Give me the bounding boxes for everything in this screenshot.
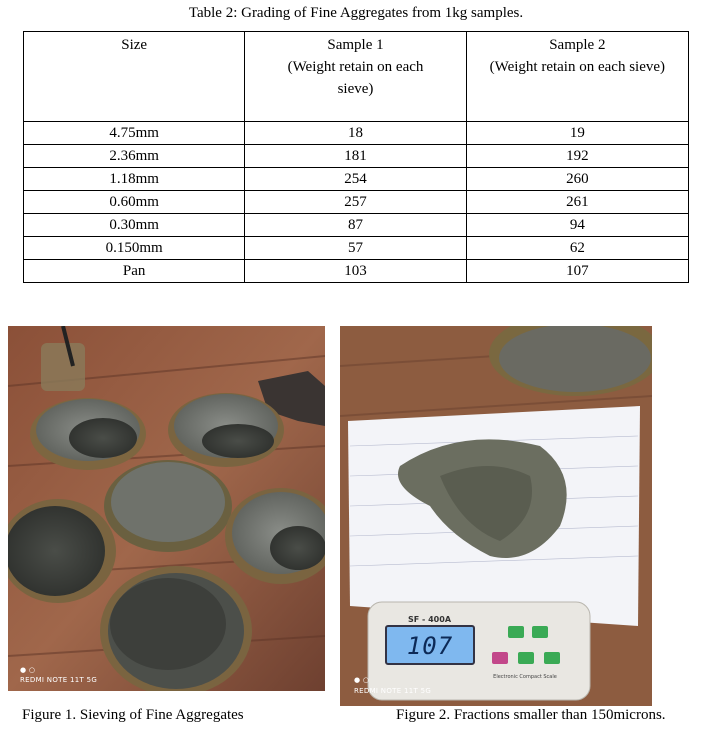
watermark-dots: ● ○ <box>354 676 370 684</box>
cell-size: 0.60mm <box>24 191 245 214</box>
header-sample1-sub-line2: sieve) <box>337 81 374 97</box>
figure1-caption: Figure 1. Sieving of Fine Aggregates <box>22 707 244 723</box>
table-row <box>24 191 689 214</box>
cell-sample2: 62 <box>466 237 688 260</box>
cell-size: 0.150mm <box>24 237 245 260</box>
cell-sample1: 254 <box>245 168 466 191</box>
header-sample2 <box>466 32 688 122</box>
scale-illustration <box>340 326 652 706</box>
table-row <box>24 260 689 283</box>
cell-sample1: 257 <box>245 191 466 214</box>
table-row <box>24 237 689 260</box>
header-sample2-title: Sample 2 <box>549 37 606 53</box>
table-row <box>24 145 689 168</box>
cell-size: 4.75mm <box>24 122 245 145</box>
scale-reading: 107 <box>406 632 454 660</box>
table-caption: Table 2: Grading of Fine Aggregates from 1kg samples. <box>188 5 524 21</box>
grading-table <box>23 31 689 283</box>
cell-sample1: 181 <box>245 145 466 168</box>
table-row <box>24 214 689 237</box>
figure2-watermark: REDMI NOTE 11T 5G <box>354 687 432 695</box>
cell-sample1: 18 <box>245 122 466 145</box>
cell-sample2: 19 <box>466 122 688 145</box>
cell-size: 2.36mm <box>24 145 245 168</box>
scale-label: Electronic Compact Scale <box>493 674 557 680</box>
header-sample1-sub-line1: (Weight retain on each <box>287 59 424 75</box>
cell-sample2: 192 <box>466 145 688 168</box>
cell-sample1: 57 <box>245 237 466 260</box>
cell-sample1: 103 <box>245 260 466 283</box>
cell-sample2: 261 <box>466 191 688 214</box>
table-row <box>24 168 689 191</box>
cell-sample2: 94 <box>466 214 688 237</box>
cell-size: Pan <box>24 260 245 283</box>
cell-sample2: 260 <box>466 168 688 191</box>
watermark-dots: ● ○ <box>20 666 36 674</box>
table-header-row <box>24 32 689 122</box>
figure1-photo <box>8 326 325 691</box>
cell-size: 1.18mm <box>24 168 245 191</box>
header-size: Size <box>24 32 245 122</box>
sieves-illustration <box>8 326 325 691</box>
scale-model: SF - 400A <box>408 615 452 624</box>
table-row <box>24 122 689 145</box>
figure2-photo <box>340 326 652 706</box>
cell-size: 0.30mm <box>24 214 245 237</box>
cell-sample2: 107 <box>466 260 688 283</box>
figure1-watermark: REDMI NOTE 11T 5G <box>20 676 98 684</box>
header-sample1 <box>245 32 466 122</box>
header-sample2-sub: (Weight retain on each sieve) <box>489 59 666 75</box>
figure2-caption: Figure 2. Fractions smaller than 150microns. <box>396 707 666 723</box>
header-sample1-title: Sample 1 <box>327 37 384 53</box>
cell-sample1: 87 <box>245 214 466 237</box>
